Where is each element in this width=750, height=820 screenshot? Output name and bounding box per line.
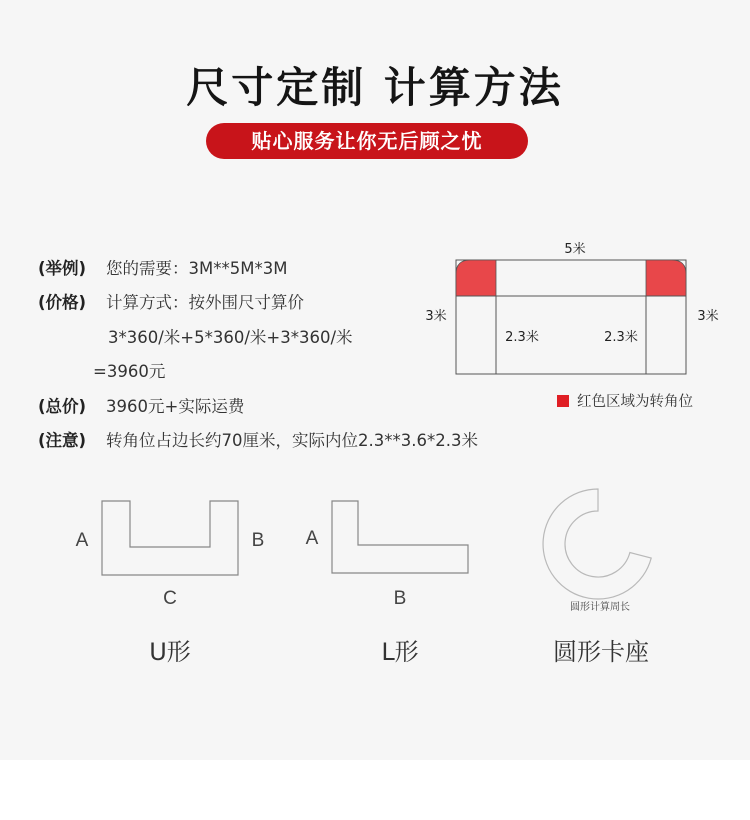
row-value: =3960元 (93, 362, 166, 381)
note-row (38, 427, 478, 451)
inner-left-dimension-label: 2.3米 (505, 330, 539, 345)
row-label: (举例) (38, 259, 87, 278)
row-value: 3960元+实际运费 (106, 397, 245, 416)
top-dimension-label: 5米 (564, 242, 586, 257)
l-shape-diagram (296, 495, 486, 615)
round-shape-outline (543, 489, 651, 599)
bottom-band (0, 760, 750, 820)
total-row (38, 393, 244, 417)
row-value: 计算方式：按外围尺寸算价 (106, 293, 304, 312)
left-dimension-label: 3米 (425, 309, 447, 324)
row-label: (注意) (38, 431, 87, 450)
u-shape-outline (102, 501, 238, 575)
legend-swatch (557, 395, 569, 407)
page-title: 尺寸定制 计算方法 (186, 63, 564, 112)
right-corner-block (646, 260, 686, 296)
row-value: 3*360/米+5*360/米+3*360/米 (108, 328, 353, 347)
corner-legend (557, 390, 693, 411)
u-label-c: C (163, 588, 177, 609)
round-shape-note: 圆形计算周长 (570, 602, 630, 613)
round-shape-diagram (538, 485, 668, 620)
right-dimension-label: 3米 (697, 309, 719, 324)
formula-result-row (93, 358, 165, 382)
row-value: 您的需要：3M**5M*3M (106, 259, 288, 278)
u-label-a: A (75, 530, 89, 551)
example-row (38, 255, 287, 279)
round-shape-caption: 圆形卡座 (553, 638, 649, 666)
legend-text: 红色区域为转角位 (577, 394, 693, 410)
u-shape-caption: U形 (149, 638, 191, 666)
booth-size-diagram (418, 236, 728, 416)
price-row (38, 289, 304, 313)
slogan-badge: 贴心服务让你无后顾之忧 (206, 123, 528, 159)
l-label-b: B (393, 588, 407, 609)
l-label-a: A (305, 528, 319, 549)
row-label: (价格) (38, 293, 87, 312)
u-label-b: B (251, 530, 265, 551)
row-value: 转角位占边长约70厘米，实际内位2.3**3.6*2.3米 (106, 431, 478, 450)
u-shape-diagram (68, 495, 278, 615)
row-label: (总价) (38, 397, 87, 416)
l-shape-caption: L形 (381, 638, 419, 666)
formula-row (108, 324, 353, 348)
left-corner-block (456, 260, 496, 296)
l-shape-outline (332, 501, 468, 573)
inner-right-dimension-label: 2.3米 (604, 330, 638, 345)
